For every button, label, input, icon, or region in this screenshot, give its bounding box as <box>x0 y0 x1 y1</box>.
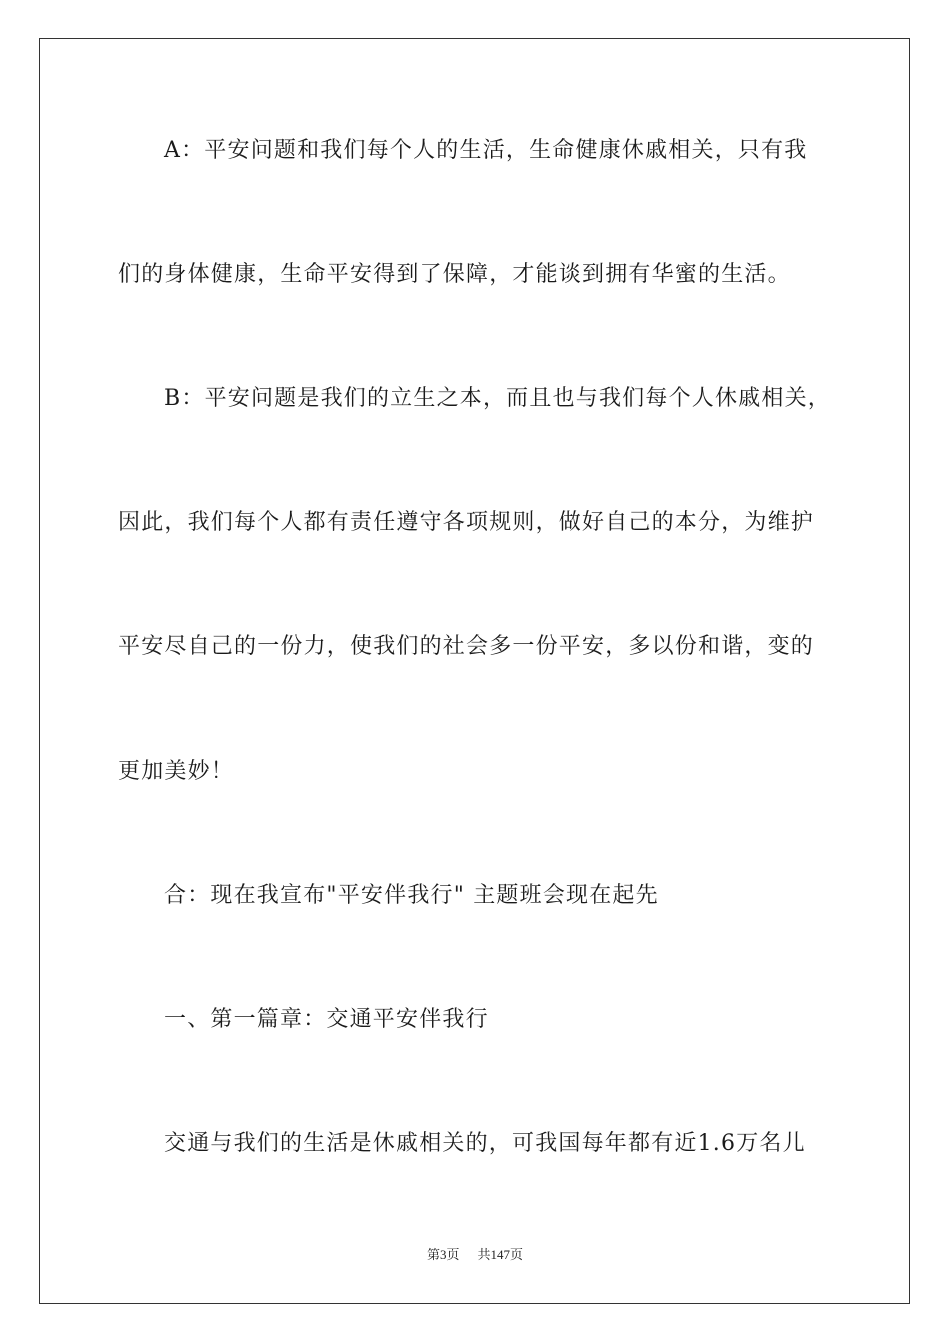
page-total: 共147页 <box>477 1247 524 1262</box>
text-line-1: A：平安问题和我们每个人的生活，生命健康休戚相关，只有我 <box>164 138 808 163</box>
text-line-3: B：平安问题是我们的立生之本，而且也与我们每个人休戚相关， <box>164 386 831 411</box>
page-footer <box>0 1246 950 1264</box>
text-line-7: 合：现在我宣布"平安伴我行" 主题班会现在起先 <box>164 883 659 908</box>
text-line-4: 因此，我们每个人都有责任遵守各项规则，做好自己的本分，为维护 <box>118 510 815 535</box>
page-number: 第3页 <box>426 1247 460 1262</box>
page-border <box>39 38 910 1304</box>
text-line-9: 交通与我们的生活是休戚相关的，可我国每年都有近1.6万名儿 <box>164 1131 806 1156</box>
text-line-6: 更加美妙！ <box>118 759 235 784</box>
section-heading: 一、第一篇章：交通平安伴我行 <box>164 1007 489 1032</box>
text-line-2: 们的身体健康，生命平安得到了保障，才能谈到拥有华蜜的生活。 <box>118 262 791 287</box>
text-line-5: 平安尽自己的一份力，使我们的社会多一份平安，多以份和谐，变的 <box>118 634 815 659</box>
